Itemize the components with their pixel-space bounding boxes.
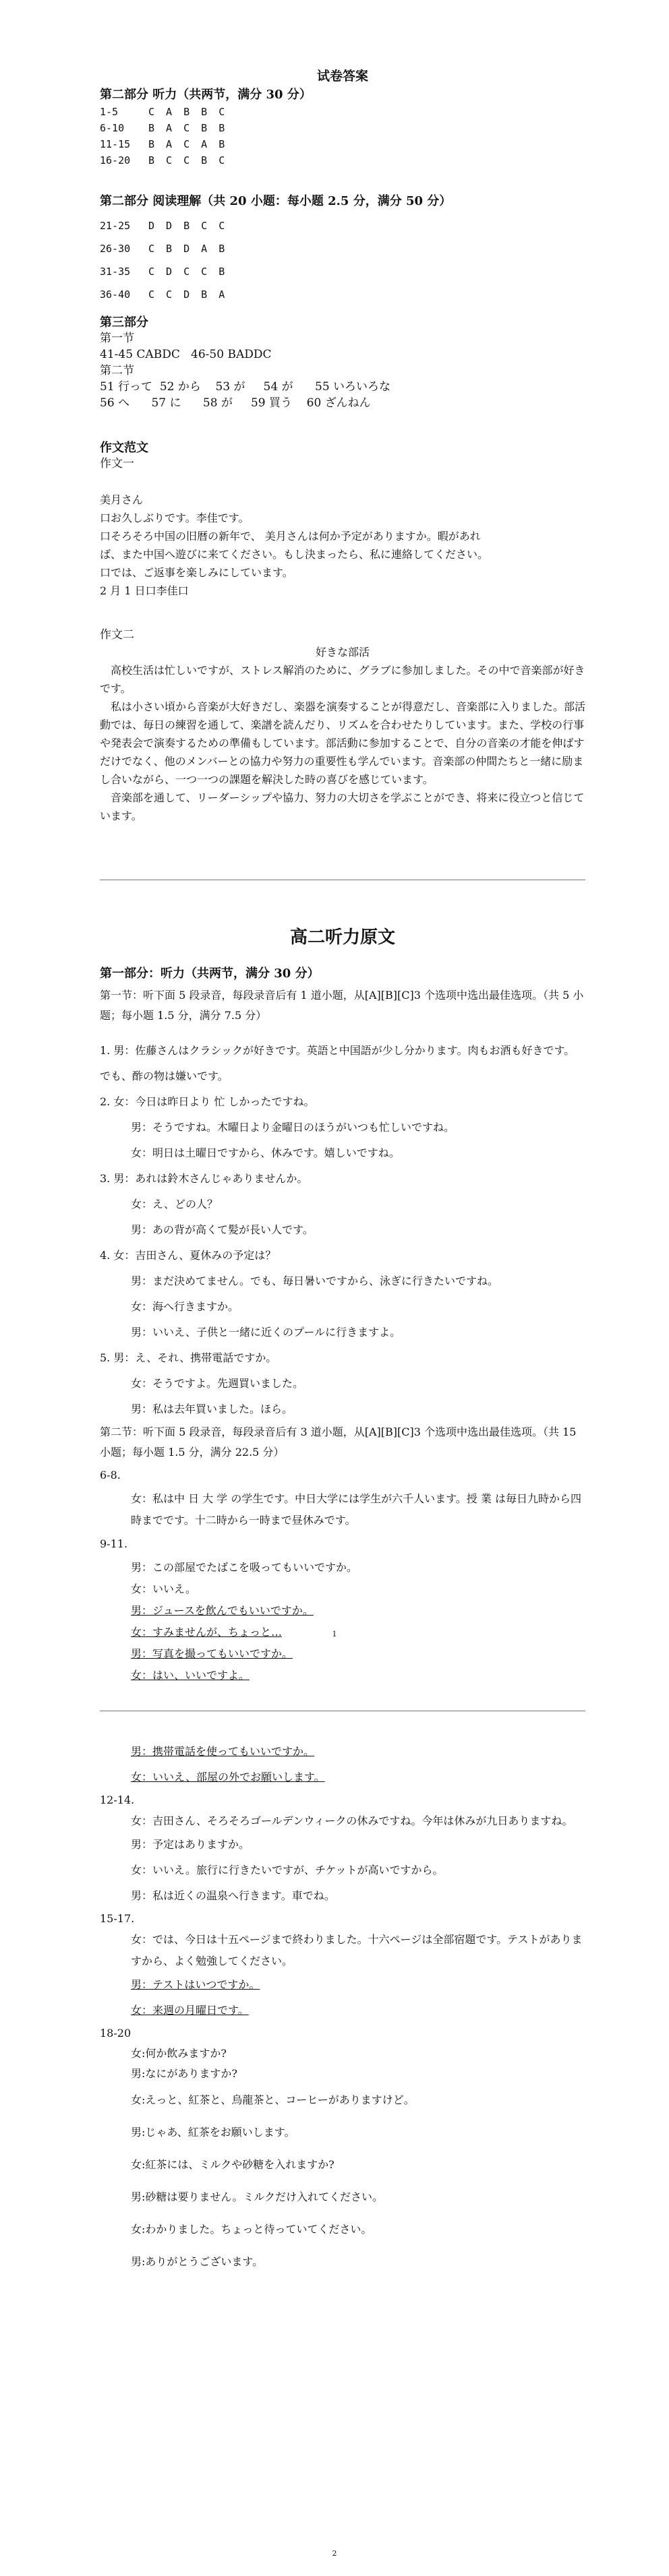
essay2-paragraph: 音楽部を通して、リーダーシップや協力、努力の大切さを学ぶことができ、将来に役立つと信じています。 [100,791,585,822]
dialogue-line: 女：私は中 日 大 学 の学生です。中日大学には学生が六千人います。授 業 は毎日九時から四時までです。十二時から一時まで昼休みです。 [131,1492,581,1527]
dialogue-line: 男：ジュースを飲んでもいいですか。 [131,1604,314,1617]
question-label: 18-20 [100,2027,132,2040]
section2-label: 第二节 [100,364,134,377]
answer-row: 21-25 D D B C C [100,220,228,232]
dialogue-line: 男：いいえ、子供と一緒に近くのプールに行きますよ。 [131,1326,401,1339]
dialogue-line: 女：すみませんが、ちょっと… [131,1626,283,1638]
dialogue-line: 女：では、今日は十五ページまで終わりました。十六ページは全部宿題です。テストがありますから、よく勉強してください。 [131,1933,583,1967]
dialogue-line: 男：私は近くの温泉へ行きます。車でね。 [131,1889,335,1902]
dialogue-line: 女：いいえ。旅行に行きたいですが、チケットが高いですから。 [131,1864,444,1876]
dialogue-line: 2. 女：今日は昨日より 忙 しかったですね。 [100,1095,315,1108]
page-number: 2 [332,2549,337,2558]
question-label: 9-11. [100,1537,128,1550]
essay1-line: 2 月 1 日口李佳口 [100,584,189,597]
essay1-label: 作文一 [100,457,134,470]
section1-instructions: 第一节：听下面 5 段录音，每段录音后有 1 道小题，从[A][B][C]3 个选项中选出最佳选项。（共 5 小题；每小题 1.5 分，满分 7.5 分） [100,989,584,1022]
dialogue-line: 女:紅茶には、ミルクや砂糖を入れますか? [131,2158,334,2171]
dialogue-line: 女：海へ行きますか。 [131,1300,239,1313]
dialogue-line: 女：そうですよ。先週買いました。 [131,1377,304,1390]
dialogue-line: 女：はい、いいですよ。 [131,1669,250,1682]
question-label: 6-8. [100,1469,121,1481]
dialogue-line: 女:わかりました。ちょっと待っていてください。 [131,2223,372,2236]
section1-answers: 41-45 CABDC 46-50 BADDC [100,348,272,361]
dialogue-line: 男:ありがとうございます。 [131,2255,264,2268]
dialogue-line: 女:えっと、紅茶と、烏龍茶と、コーヒーがありますけど。 [131,2093,415,2106]
transcript-body-page2 [100,1739,585,2278]
dialogue-line: 男:なにがありますか? [131,2067,237,2080]
dialogue-line: 女：いいえ、部屋の外でお願いします。 [131,1771,325,1783]
answer-row: 16-20 B C C B C [100,154,228,166]
dialogue-line: 男:じゃあ、紅茶をお願いします。 [131,2126,295,2139]
page-number: 1 [332,1630,337,1638]
dialogue-line: 女：いいえ。 [131,1583,196,1595]
dialogue-line: 女：吉田さん、そろそろゴールデンウィークの休みですね。今年は休みが九日ありますね。 [131,1814,573,1827]
answer-title: 试卷答案 [316,69,368,84]
answer-row: 6-10 B A C B B [100,122,228,134]
page-2 [0,1712,669,2576]
section2-answers-row2: 56 へ 57 に 58 が 59 買う 60 ざんねん [100,396,371,410]
dialogue-line: 3. 男：あれは鈴木さんじゃありませんか。 [100,1172,308,1185]
reading-answers-heading: 第二部分 阅读理解（共 20 小题：每小题 2.5 分，满分 50 分） [100,194,452,208]
essay1-line: 美月さん [100,493,144,506]
reading-answers [100,214,585,306]
dialogue-line: 男:砂糖は要りません。ミルクだけ入れてください。 [131,2190,384,2203]
dialogue-line: 女：来週の月曜日です。 [131,2004,249,2017]
answer-row: 36-40 C C D B A [100,288,228,301]
dialogue-line: 4. 女：吉田さん、夏休みの予定は？ [100,1249,277,1262]
transcript-body-page1 [100,1038,585,1686]
dialogue-line: 男：携帯電話を使ってもいいですか。 [131,1745,315,1758]
essay2-paragraph: 私は小さい頃から音楽が大好きだし、楽器を演奏することが得意だし、音楽部に入りました。部活動では、毎日の練習を通して、楽譜を読んだり、リズムを合わせたりしています。また、学校の行事や発表会で演奏するための準備もしています。部活動に参加することで、自分の音楽の才能を伸ばすだけでなく、他のメンバーとの協力や努力の重要性も学んでいます。音楽部の仲間たちと一緒に励まし合いながら、一つ一つの課題を解決した時の喜びを感じています。 [100,700,586,786]
dialogue-line: 男：この部屋でたばこを吸ってもいいですか。 [131,1561,358,1574]
dialogue-line: 男：テストはいつですか。 [131,1978,260,1991]
essay2-label: 作文二 [100,628,134,642]
dialogue-line: 女：明日は土曜日ですから、休みです。嬉しいですね。 [131,1146,400,1159]
transcript-title: 高二听力原文 [289,927,395,948]
essay-heading: 作文范文 [100,441,148,455]
answer-row: 26-30 C B D A B [100,243,228,255]
section2-instructions: 第二节：听下面 5 段录音，每段录音后有 3 道小题，从[A][B][C]3 个选项中选出最佳选项。（共 15 小题；每小题 1.5 分，满分 22.5 分） [100,1425,577,1459]
essay1-body [100,491,585,600]
answer-row: 31-35 C D C C B [100,266,228,278]
essay2-title: 好きな部活 [315,646,370,658]
dialogue-line: 男：私は去年買いました。ほら。 [131,1403,293,1415]
question-label: 12-14. [100,1793,135,1806]
dialogue-line: 女:何か飲みますか? [131,2047,227,2060]
essay1-line: 口では、ご返事を楽しみにしています。 [100,566,293,579]
answer-row: 11-15 B A C A B [100,138,228,150]
essay1-line: 口そろそろ中国の旧暦の新年で、 美月さんは何か予定がありますか。暇があれ [100,530,481,543]
dialogue-line: 男：予定はありますか。 [131,1838,250,1851]
essay2-paragraph: 高校生活は忙しいですが、ストレス解消のために、グラブに参加しました。その中で音楽部が好きです。 [100,664,585,695]
section2-answers-row1: 51 行って 52 から 53 が 54 が 55 いろいろな [100,380,391,394]
listening-answers-heading: 第二部分 听力（共两节，满分 30 分） [100,88,312,102]
dialogue-line: 男：あの背が高くて髪が長い人です。 [131,1223,314,1236]
section1-label: 第一节 [100,332,134,345]
part3-heading: 第三部分 [100,315,148,330]
essay1-line: 口お久しぶりです。李佳です。 [100,512,250,524]
listening-answers [100,104,585,168]
answer-row: 1-5 C A B B C [100,106,228,118]
dialogue-line: 5. 男：え、それ、携帯電話ですか。 [100,1351,277,1364]
dialogue-line: 女：え、どの人？ [131,1198,218,1210]
essay1-line: ば、また中国へ遊びに来てください。もし決まったら、私に連絡してください。 [100,548,489,561]
dialogue-line: 男：そうですね。木曜日より金曜日のほうがいつも忙しいですね。 [131,1121,455,1134]
dialogue-line: 男：まだ決めてません。でも、毎日暑いですから、泳ぎに行きたいですね。 [131,1275,498,1287]
question-label: 15-17. [100,1912,135,1925]
transcript-part-title: 第一部分：听力（共两节，满分 30 分） [100,967,320,981]
dialogue-line: 1. 男：佐藤さんはクラシックが好きです。英語と中国語が少し分かります。肉もお酒も好きです。でも、酢の物は嫌いです。 [100,1044,575,1082]
dialogue-line: 男：写真を撮ってもいいですか。 [131,1647,293,1660]
